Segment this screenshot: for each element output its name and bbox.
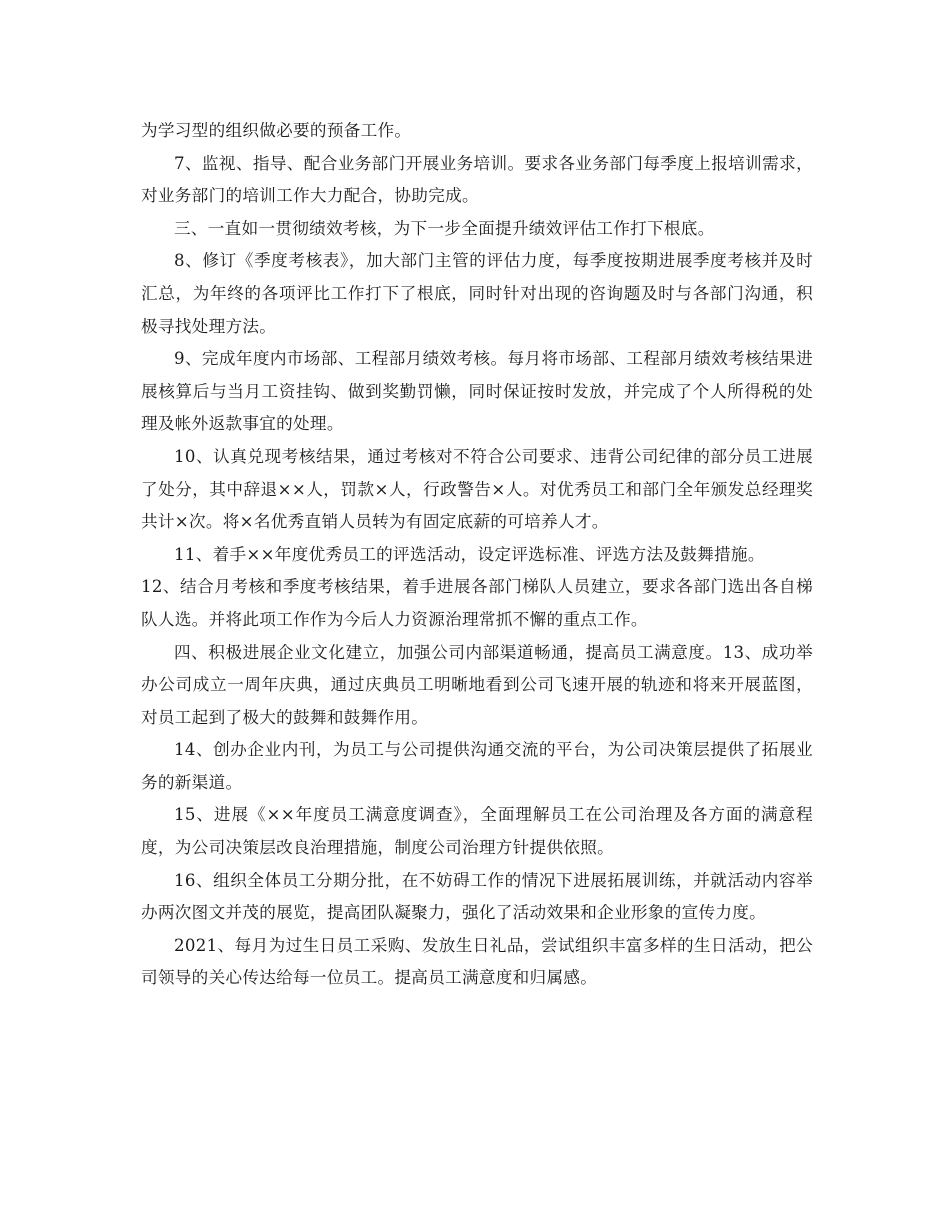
paragraph-7: 11、着手××年度优秀员工的评选活动，设定评选标准、评选方法及鼓舞措施。 [174,544,765,564]
paragraph-2: 7、监视、指导、配合业务部门开展业务培训。要求各业务部门每季度上报培训需求，对业务部门的培训工作大力配合，协助完成。 [141,153,813,206]
paragraph-5: 9、完成年度内市场部、工程部月绩效考核。每月将市场部、工程部月绩效考核结果进展核算后与当月工资挂钩、做到奖勤罚懒，同时保证按时发放，并完成了个人所得税的处理及帐外返款事宜的处理。 [141,349,813,434]
paragraph-13: 2021、每月为过生日员工采购、发放生日礼品，尝试组织丰富多样的生日活动，把公司领导的关心传达给每一位员工。提高员工满意度和归属感。 [141,935,813,988]
section-heading-3: 三、一直如一贯彻绩效考核，为下一步全面提升绩效评估工作打下根底。 [174,218,715,238]
paragraph-8: 12、结合月考核和季度考核结果，着手进展各部门梯队人员建立，要求各部门选出各自梯队人选。并将此项工作作为今后人力资源治理常抓不懈的重点工作。 [141,577,813,629]
document-body [141,115,813,995]
section-heading-4: 四、积极进展企业文化建立，加强公司内部渠道畅通，提高员工满意度。13、成功举办公司成立一周年庆典，通过庆典员工明晰地看到公司飞速开展的轨迹和将来开展蓝图，对员工起到了极大的鼓舞和鼓舞作用。 [141,642,813,727]
paragraph-11: 15、进展《××年度员工满意度调查》，全面理解员工在公司治理及各方面的满意程度，为公司决策层改良治理措施，制度公司治理方针提供依照。 [141,805,813,858]
paragraph-6: 10、认真兑现考核结果，通过考核对不符合公司要求、违背公司纪律的部分员工进展了处分，其中辞退××人，罚款×人，行政警告×人。对优秀员工和部门全年颁发总经理奖共计×次。将×名优秀直销人员转为有固定底薪的可培养人才。 [141,446,813,532]
paragraph-10: 14、创办企业内刊，为员工与公司提供沟通交流的平台，为公司决策层提供了拓展业务的新渠道。 [141,740,813,792]
paragraph-12: 16、组织全体员工分期分批，在不妨碍工作的情况下进展拓展训练，并就活动内容举办两次图文并茂的展览，提高团队凝聚力，强化了活动效果和企业形象的宣传力度。 [141,870,813,923]
paragraph-1: 为学习型的组织做必要的预备工作。 [141,121,412,140]
paragraph-4: 8、修订《季度考核表》，加大部门主管的评估力度，每季度按期进展季度考核并及时汇总，为年终的各项评比工作打下了根底，同时针对出现的咨询题及时与各部门沟通，积极寻找处理方法。 [141,251,813,336]
